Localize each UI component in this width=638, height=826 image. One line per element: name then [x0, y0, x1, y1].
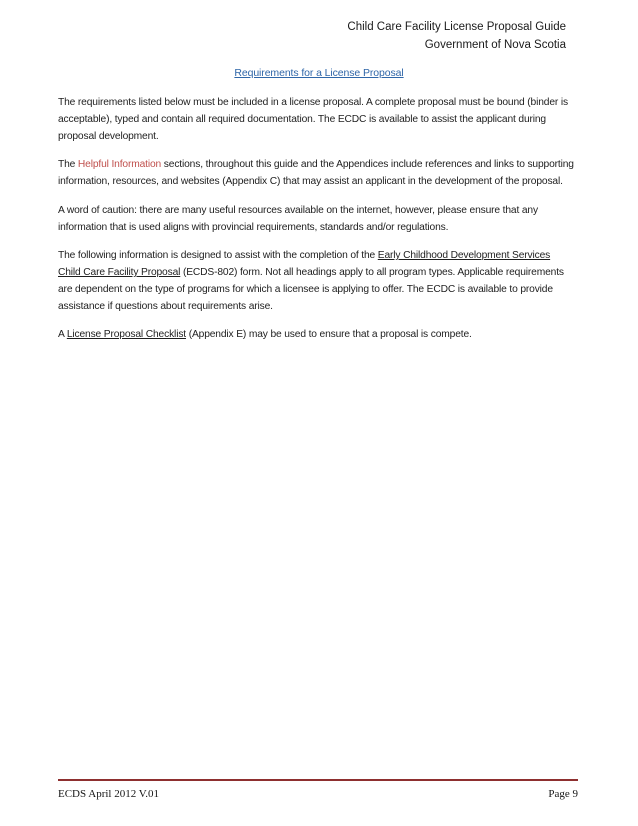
- header-government: Government of Nova Scotia: [424, 39, 566, 51]
- paragraph-helpful-information: [58, 156, 574, 190]
- license-proposal-checklist-link[interactable]: License Proposal Checklist: [66, 329, 186, 340]
- footer-version: ECDS April 2012 V.01: [58, 788, 160, 800]
- paragraph-proposal-form: [58, 247, 574, 315]
- section-title: Requirements for a License Proposal: [234, 67, 404, 79]
- document-body: [58, 94, 574, 354]
- paragraph-checklist-start: A: [58, 329, 67, 340]
- paragraph-word-of-caution: [58, 202, 574, 236]
- footer-rule: [58, 779, 578, 781]
- page-number: Page 9: [548, 788, 578, 800]
- helpful-information-label: Helpful Information: [77, 159, 162, 170]
- paragraph-proposal-start: The following information is designed to assist with the completion of the: [58, 250, 378, 261]
- paragraph-caution-text: A word of caution: there are many useful resources available on the internet, however, please ensure that any information that is used aligns with provincial requirements, standards and/or regulations.: [58, 205, 538, 233]
- ecds-proposal-form-link[interactable]: Early Childhood Development Services Child Care Facility Proposal: [58, 250, 551, 278]
- paragraph-proposal-end: (ECDS-802) form. Not all headings apply to all program types. Applicable requirements are dependent on the type of programs for which a licensee is applying to offer. The ECDC is available to provide assistance if questions about requirements arise.: [58, 267, 564, 312]
- page-header: [306, 18, 566, 54]
- paragraph-helpful-start: The: [58, 159, 78, 170]
- paragraph-helpful-end: sections, throughout this guide and the Appendices include references and links to supporting information, resources, and websites (Appendix C) that may assist an applicant in the development of the proposal.: [58, 159, 574, 187]
- paragraph-checklist-end: (Appendix E) may be used to ensure that a proposal is compete.: [186, 329, 472, 340]
- header-guide-title: Child Care Facility License Proposal Guide: [347, 21, 566, 33]
- paragraph-requirements: [58, 94, 574, 145]
- page-footer: [58, 786, 578, 804]
- paragraph-requirements-text: The requirements listed below must be included in a license proposal. A complete proposal must be bound (binder is acceptable), typed and contain all required documentation. The ECDC is available to assist the applicant during proposal development.: [58, 97, 568, 142]
- paragraph-checklist: [58, 326, 574, 343]
